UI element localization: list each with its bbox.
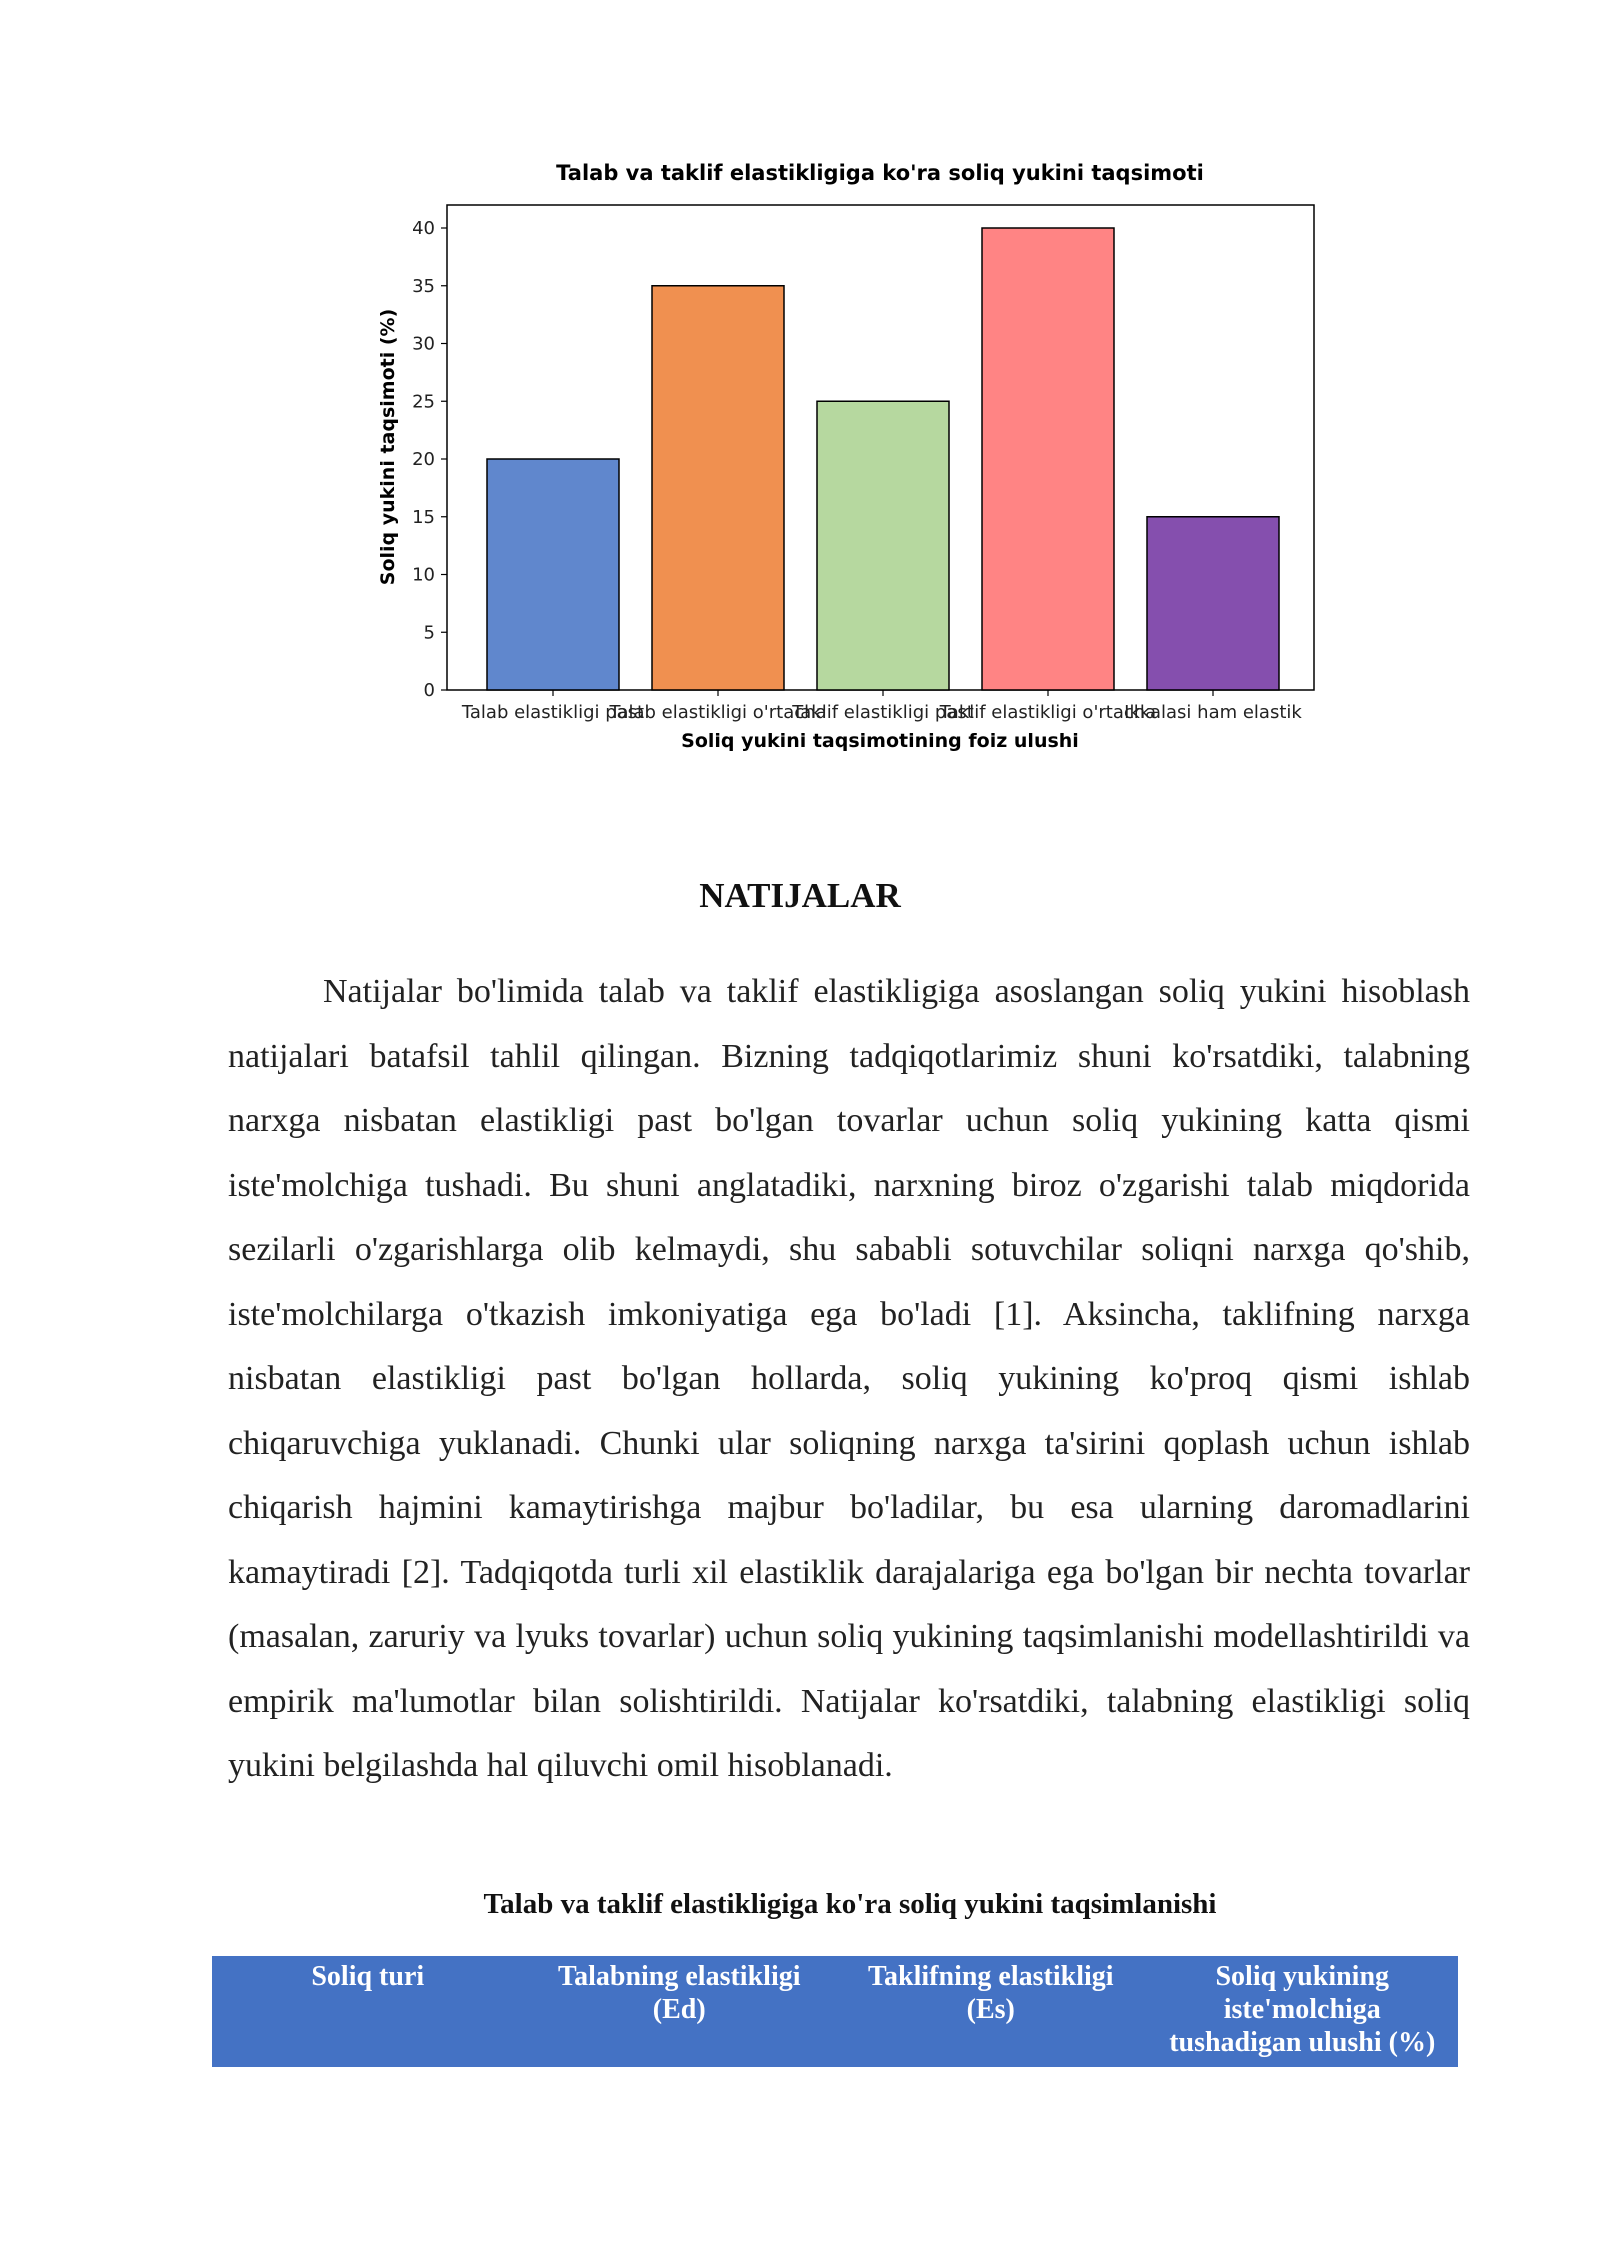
chart-title: Talab va taklif elastikligiga ko'ra soliq yukini taqsimoti <box>556 161 1204 185</box>
table-header-row <box>212 1956 1458 2067</box>
header-supply-elasticity: Taklifning elastikligi (Es) <box>835 1956 1147 2067</box>
x-tick-label: Talab elastikligi past <box>461 702 645 723</box>
body-paragraph: Natijalar bo'limida talab va taklif elastikligiga asoslangan soliq yukini hisoblash natijalari batafsil tahlil qilingan. Bizning tadqiqotlarimiz shuni ko'rsatdiki, talabning narxga nisbatan elastikligi past bo'lgan tovarlar uchun soliq yukining katta qismi iste'molchiga tushadi. Bu shuni anglatadiki, narxning biroz o'zgarishi talab miqdorida sezilarli o'zgarishlarga olib kelmaydi, shu sababli sotuvchilar soliqni narxga qo'shib, iste'molchilarga o'tkazish imkoniyatiga ega bo'ladi [1]. Aksincha, taklifning narxga nisbatan elastikligi past bo'lgan hollarda, soliq yukining ko'proq qismi ishlab chiqaruvchiga yuklanadi. Chunki ular soliqning narxga ta'sirini qoplash uchun ishlab chiqarish hajmini kamaytirishga majbur bo'ladilar, bu esa ularning daromadlarini kamaytiradi [2]. Tadqiqotda turli xil elastiklik darajalariga ega bo'lgan bir nechta tovarlar (masalan, zaruriy va lyuks tovarlar) uchun soliq yukining taqsimlanishi modellashtirildi va empirik ma'lumotlar bilan solishtirildi. Natijalar ko'rsatdiki, talabning elastikligi soliq yukini belgilashda hal qiluvchi omil hisoblanadi. <box>228 973 1470 1784</box>
y-tick-label: 5 <box>423 622 435 644</box>
x-tick-label: Talab elastikligi o'rtacha <box>609 702 827 723</box>
y-tick-label: 20 <box>412 449 435 470</box>
header-demand-elasticity: Talabning elastikligi (Ed) <box>524 1956 836 2067</box>
bar-3 <box>817 401 949 690</box>
y-tick-label: 0 <box>423 680 435 701</box>
bar-5 <box>1147 517 1279 690</box>
table-caption: Talab va taklif elastikligiga ko'ra soliq yukini taqsimlanishi <box>483 1888 1217 1920</box>
bar-4 <box>982 228 1114 690</box>
y-tick-label: 15 <box>412 506 435 528</box>
header-tax-type: Soliq turi <box>212 1956 524 2067</box>
x-ticks <box>461 690 1303 723</box>
y-tick-label: 10 <box>412 564 435 586</box>
x-tick-label: Ikkalasi ham elastik <box>1124 702 1302 723</box>
section-heading: NATIJALAR <box>699 876 901 915</box>
results-table <box>212 1956 1458 2067</box>
bar-chart <box>360 150 1340 770</box>
y-ticks <box>412 218 447 701</box>
header-consumer-share: Soliq yukining iste'molchiga tushadigan ulushi (%) <box>1147 1956 1459 2067</box>
y-tick-label: 25 <box>412 391 435 413</box>
x-tick-label: Taklif elastikligi o'rtacha <box>939 702 1157 723</box>
x-tick-label: Taklif elastikligi past <box>792 702 974 723</box>
y-tick-label: 40 <box>412 218 435 239</box>
chart-svg <box>360 150 1340 770</box>
y-axis-label: Soliq yukini taqsimoti (%) <box>377 308 399 586</box>
y-tick-label: 35 <box>412 275 435 297</box>
bar-2 <box>652 286 784 690</box>
x-axis-label: Soliq yukini taqsimotining foiz ulushi <box>681 730 1079 752</box>
bar-1 <box>487 459 619 690</box>
bars-group <box>487 228 1279 690</box>
y-tick-label: 30 <box>412 333 435 355</box>
